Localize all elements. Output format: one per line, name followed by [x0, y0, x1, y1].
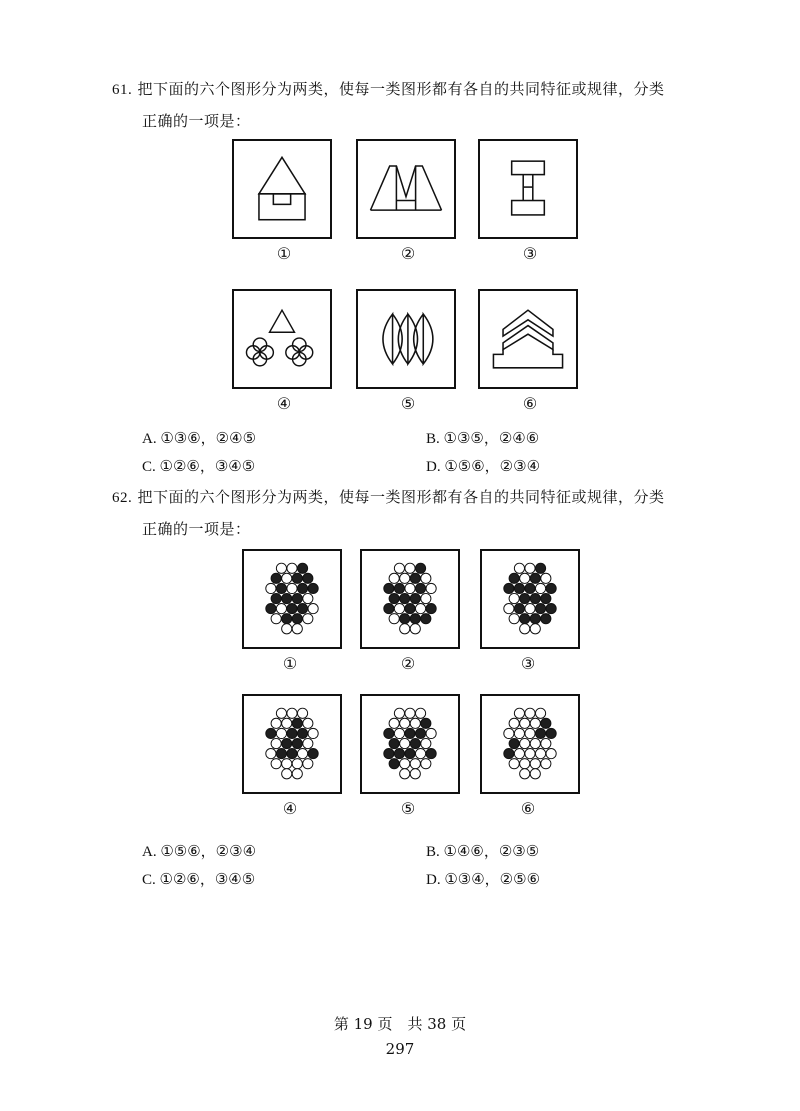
q61-option-d[interactable]: D. ①⑤⑥，②③④: [426, 459, 541, 475]
dark-circle: [541, 718, 551, 728]
q61-label-4: ④: [276, 394, 292, 413]
light-circle: [297, 708, 307, 718]
light-circle: [282, 769, 292, 779]
q61-figure-5: [356, 289, 456, 389]
dark-circle: [266, 728, 276, 738]
dark-circle: [504, 749, 514, 759]
light-circle: [287, 563, 297, 573]
dark-circle: [292, 614, 302, 624]
light-circle: [400, 624, 410, 634]
dark-circle: [410, 573, 420, 583]
light-circle: [282, 718, 292, 728]
dark-circle: [509, 738, 519, 748]
q62-figure-6: [480, 694, 580, 794]
dark-circle: [400, 614, 410, 624]
light-circle: [520, 769, 530, 779]
light-circle: [292, 769, 302, 779]
dark-circle: [292, 573, 302, 583]
q62-figure-3: [480, 549, 580, 649]
q61-figure-1: [232, 139, 332, 239]
q61-figure-4: [232, 289, 332, 389]
dark-circle: [297, 604, 307, 614]
q62-option-a[interactable]: A. ①⑤⑥，②③④: [142, 844, 257, 860]
dark-circle: [530, 573, 540, 583]
light-circle: [276, 728, 286, 738]
dark-circle: [276, 749, 286, 759]
clover-shape-right: [286, 338, 313, 366]
dark-circle: [421, 614, 431, 624]
q62-label-4: ④: [282, 799, 298, 818]
light-circle: [287, 583, 297, 593]
light-circle: [410, 624, 420, 634]
light-circle: [282, 624, 292, 634]
half-moon-shape: [408, 314, 418, 364]
dark-circle: [530, 614, 540, 624]
light-circle: [303, 718, 313, 728]
dark-circle: [426, 604, 436, 614]
light-circle: [426, 728, 436, 738]
dark-circle: [308, 583, 318, 593]
light-circle: [292, 759, 302, 769]
light-circle: [415, 749, 425, 759]
dark-circle: [297, 563, 307, 573]
light-circle: [410, 769, 420, 779]
chevron-shape-bottom: [503, 326, 553, 350]
light-circle: [400, 769, 410, 779]
q62-option-d[interactable]: D. ①③④，②⑤⑥: [426, 872, 541, 888]
dark-circle: [520, 614, 530, 624]
light-circle: [308, 604, 318, 614]
light-circle: [509, 593, 519, 603]
dark-circle: [525, 583, 535, 593]
dark-circle: [535, 563, 545, 573]
light-circle: [509, 759, 519, 769]
light-circle: [394, 728, 404, 738]
question-61-number: 61.: [112, 82, 133, 98]
dark-circle: [535, 604, 545, 614]
light-circle: [530, 769, 540, 779]
rectangle-shape: [259, 194, 305, 220]
light-circle: [525, 563, 535, 573]
dark-circle: [384, 728, 394, 738]
q61-option-a[interactable]: A. ①③⑥，②④⑤: [142, 431, 257, 447]
dark-circle: [384, 583, 394, 593]
dark-circle: [271, 573, 281, 583]
light-circle: [415, 708, 425, 718]
light-circle: [282, 759, 292, 769]
light-circle: [400, 718, 410, 728]
light-circle: [520, 738, 530, 748]
page-info: 第 19 页 共 38 页: [333, 1015, 467, 1033]
dark-circle: [389, 759, 399, 769]
triangle-shape: [270, 310, 295, 332]
light-circle: [410, 759, 420, 769]
dark-circle: [389, 738, 399, 748]
dark-circle: [394, 583, 404, 593]
half-moon-shape: [398, 314, 408, 364]
light-circle: [389, 573, 399, 583]
light-circle: [303, 593, 313, 603]
q62-figure-1: [242, 549, 342, 649]
light-circle: [400, 759, 410, 769]
q61-figure-6: [478, 289, 578, 389]
light-circle: [297, 749, 307, 759]
question-61-stem: [112, 74, 712, 137]
dark-circle: [405, 749, 415, 759]
question-62-text-line1: 把下面的六个图形分为两类，使每一类图形都有各自的共同特征或规律，分类: [137, 488, 665, 506]
dark-circle: [421, 718, 431, 728]
light-circle: [535, 708, 545, 718]
dark-circle: [504, 583, 514, 593]
dark-circle: [509, 573, 519, 583]
half-moon-shape: [423, 314, 433, 364]
light-circle: [520, 759, 530, 769]
dark-circle: [287, 604, 297, 614]
q61-figure-3: [478, 139, 578, 239]
light-circle: [287, 708, 297, 718]
light-circle: [541, 738, 551, 748]
dark-circle: [308, 749, 318, 759]
dark-circle: [287, 728, 297, 738]
question-61-text-line2: 正确的一项是：: [142, 112, 251, 130]
dark-circle: [514, 604, 524, 614]
light-circle: [271, 738, 281, 748]
q61-label-2: ②: [400, 244, 416, 263]
dark-circle: [271, 593, 281, 603]
dark-circle: [546, 604, 556, 614]
q62-label-5: ⑤: [400, 799, 416, 818]
light-circle: [394, 604, 404, 614]
question-61-text-line1: 把下面的六个图形分为两类，使每一类图形都有各自的共同特征或规律，分类: [137, 80, 665, 98]
q61-label-3: ③: [522, 244, 538, 263]
dark-circle: [514, 583, 524, 593]
light-circle: [520, 624, 530, 634]
light-circle: [303, 759, 313, 769]
light-circle: [426, 583, 436, 593]
light-circle: [276, 604, 286, 614]
light-circle: [421, 738, 431, 748]
q61-label-5: ⑤: [400, 394, 416, 413]
dark-circle: [405, 604, 415, 614]
page-number: 297: [385, 1040, 415, 1058]
dark-circle: [415, 728, 425, 738]
q61-label-1: ①: [276, 244, 292, 263]
light-circle: [421, 759, 431, 769]
dark-circle: [415, 563, 425, 573]
light-circle: [421, 593, 431, 603]
light-circle: [394, 563, 404, 573]
question-62-text-line2: 正确的一项是：: [142, 520, 251, 538]
q62-label-2: ②: [400, 654, 416, 673]
dark-circle: [297, 583, 307, 593]
light-circle: [535, 583, 545, 593]
light-circle: [541, 573, 551, 583]
dark-circle: [282, 614, 292, 624]
light-circle: [530, 718, 540, 728]
dark-circle: [297, 728, 307, 738]
light-circle: [509, 718, 519, 728]
light-circle: [308, 728, 318, 738]
light-circle: [266, 583, 276, 593]
light-circle: [530, 759, 540, 769]
light-circle: [530, 624, 540, 634]
light-circle: [514, 728, 524, 738]
dark-circle: [292, 593, 302, 603]
q62-option-c[interactable]: C. ①②⑥，③④⑤: [142, 872, 256, 888]
light-circle: [400, 738, 410, 748]
dark-circle: [410, 738, 420, 748]
light-circle: [514, 749, 524, 759]
dark-circle: [546, 583, 556, 593]
light-circle: [303, 738, 313, 748]
bottom-bar-shape: [512, 201, 545, 215]
dark-circle: [410, 593, 420, 603]
small-rectangle-shape: [273, 194, 290, 205]
dark-circle: [405, 728, 415, 738]
top-bar-shape: [512, 161, 545, 174]
light-circle: [530, 738, 540, 748]
dark-circle: [520, 593, 530, 603]
light-circle: [400, 573, 410, 583]
light-circle: [514, 563, 524, 573]
dark-circle: [400, 593, 410, 603]
q62-figure-4: [242, 694, 342, 794]
q61-option-b[interactable]: B. ①③⑤，②④⑥: [426, 431, 540, 447]
q62-figure-2: [360, 549, 460, 649]
light-circle: [504, 604, 514, 614]
light-circle: [292, 624, 302, 634]
half-moon-shape: [393, 314, 403, 364]
triangle-shape: [259, 157, 305, 193]
dark-circle: [410, 614, 420, 624]
dark-circle: [282, 738, 292, 748]
light-circle: [525, 728, 535, 738]
light-circle: [389, 614, 399, 624]
light-circle: [509, 614, 519, 624]
light-circle: [276, 708, 286, 718]
light-circle: [389, 718, 399, 728]
dark-circle: [287, 749, 297, 759]
light-circle: [271, 759, 281, 769]
dark-circle: [535, 728, 545, 738]
question-62-number: 62.: [112, 490, 133, 506]
light-circle: [276, 563, 286, 573]
q62-option-b[interactable]: B. ①④⑥，②③⑤: [426, 844, 540, 860]
light-circle: [520, 718, 530, 728]
light-circle: [303, 614, 313, 624]
half-moon-shape: [383, 314, 393, 364]
light-circle: [266, 749, 276, 759]
light-circle: [415, 604, 425, 614]
dark-circle: [384, 749, 394, 759]
dark-circle: [394, 749, 404, 759]
dark-circle: [530, 593, 540, 603]
q62-label-3: ③: [520, 654, 536, 673]
light-circle: [504, 728, 514, 738]
dark-circle: [276, 583, 286, 593]
dark-circle: [541, 593, 551, 603]
half-moon-shape: [414, 314, 424, 364]
q61-figure-2: [356, 139, 456, 239]
light-circle: [271, 718, 281, 728]
m-outline-shape: [370, 166, 441, 210]
light-circle: [421, 573, 431, 583]
question-62-stem: [112, 482, 712, 545]
q61-option-c[interactable]: C. ①②⑥，③④⑤: [142, 459, 256, 475]
light-circle: [410, 718, 420, 728]
q61-label-6: ⑥: [522, 394, 538, 413]
dark-circle: [384, 604, 394, 614]
q62-figure-5: [360, 694, 460, 794]
dark-circle: [282, 593, 292, 603]
dark-circle: [389, 593, 399, 603]
light-circle: [525, 604, 535, 614]
light-circle: [405, 583, 415, 593]
chevron-shape-top: [503, 310, 553, 336]
clover-shape-left: [246, 338, 273, 366]
dark-circle: [266, 604, 276, 614]
q62-label-6: ⑥: [520, 799, 536, 818]
light-circle: [525, 708, 535, 718]
dark-circle: [415, 583, 425, 593]
light-circle: [405, 708, 415, 718]
dark-circle: [541, 614, 551, 624]
base-shape: [493, 350, 562, 368]
light-circle: [282, 573, 292, 583]
light-circle: [405, 563, 415, 573]
light-circle: [525, 749, 535, 759]
dark-circle: [303, 573, 313, 583]
light-circle: [546, 749, 556, 759]
q62-label-1: ①: [282, 654, 298, 673]
dark-circle: [426, 749, 436, 759]
light-circle: [520, 573, 530, 583]
dark-circle: [546, 728, 556, 738]
light-circle: [271, 614, 281, 624]
dark-circle: [292, 718, 302, 728]
dark-circle: [292, 738, 302, 748]
light-circle: [514, 708, 524, 718]
light-circle: [535, 749, 545, 759]
light-circle: [394, 708, 404, 718]
light-circle: [541, 759, 551, 769]
